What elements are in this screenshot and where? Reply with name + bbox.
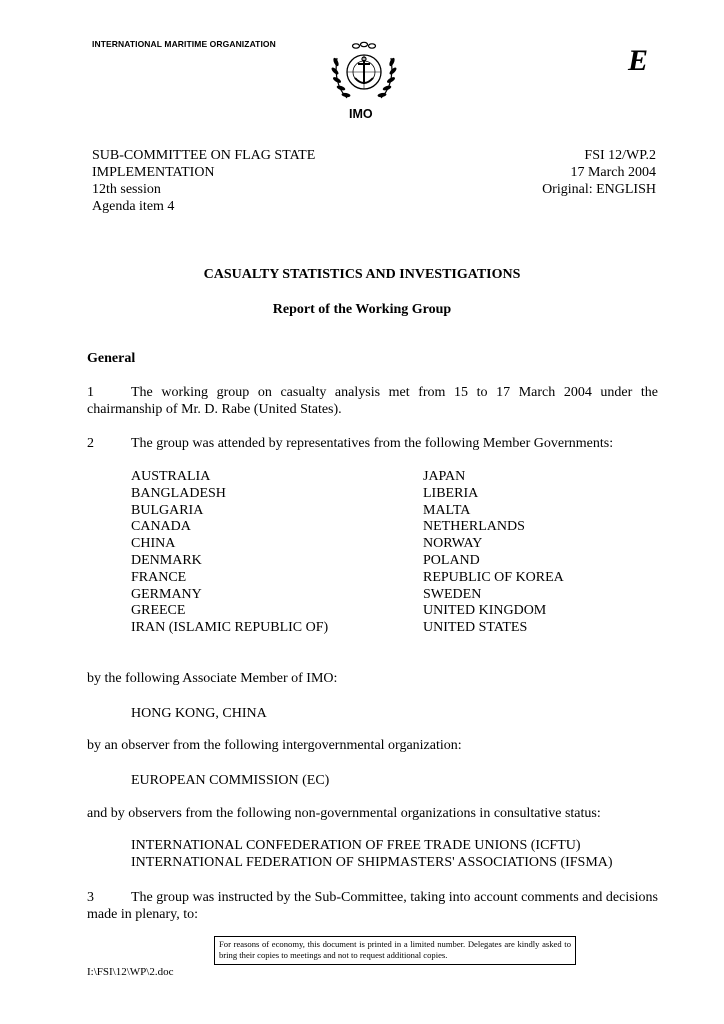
- member-country: CANADA: [131, 519, 191, 535]
- section-heading: General: [87, 351, 136, 366]
- member-country: AUSTRALIA: [131, 469, 211, 484]
- paragraph-1: [87, 384, 658, 418]
- document-subtitle: Report of the Working Group: [272, 302, 452, 317]
- header-left-line: Agenda item 4: [92, 199, 175, 214]
- ngo-name: INTERNATIONAL FEDERATION OF SHIPMASTERS' ASSOCIATIONS (IFSMA): [131, 855, 613, 870]
- associate-intro: by the following Associate Member of IMO:: [87, 671, 338, 686]
- ngo-name: INTERNATIONAL CONFEDERATION OF FREE TRADE UNIONS (ICFTU): [131, 838, 581, 853]
- language-code: E: [628, 44, 649, 77]
- member-country: BULGARIA: [131, 502, 204, 518]
- member-country: DENMARK: [131, 552, 202, 568]
- igo-name: EUROPEAN COMMISSION (EC): [131, 773, 330, 788]
- header-left-line: IMPLEMENTATION: [92, 165, 215, 180]
- member-country: NETHERLANDS: [423, 519, 525, 535]
- member-country: CHINA: [131, 536, 176, 552]
- header-right-line: 17 March 2004: [570, 165, 656, 180]
- logo-text: IMO: [349, 107, 373, 121]
- header-right-line: Original: ENGLISH: [542, 182, 656, 197]
- member-country: BANGLADESH: [131, 485, 226, 501]
- header-right-line: FSI 12/WP.2: [584, 148, 656, 163]
- member-country: IRAN (ISLAMIC REPUBLIC OF): [131, 620, 329, 636]
- member-country: GERMANY: [131, 586, 202, 602]
- member-country: MALTA: [423, 502, 471, 518]
- paragraph-3: [87, 889, 658, 923]
- member-country: FRANCE: [131, 569, 187, 585]
- paragraph-number: 1: [87, 385, 94, 400]
- organization-name: INTERNATIONAL MARITIME ORGANIZATION: [92, 39, 276, 49]
- member-country: JAPAN: [423, 469, 466, 484]
- member-country: NORWAY: [423, 536, 483, 552]
- ngo-intro: and by observers from the following non-governmental organizations in consultative status:: [87, 806, 601, 821]
- paragraph-text: The group was instructed by the Sub-Committee, taking into account comments and decisions made in plenary, to:: [87, 890, 658, 922]
- member-country: UNITED KINGDOM: [423, 603, 547, 619]
- member-list-left: [131, 469, 328, 637]
- ngo-list: [131, 837, 613, 871]
- member-list-right: [423, 469, 564, 637]
- member-country: UNITED STATES: [423, 620, 528, 636]
- document-reference: [542, 147, 656, 198]
- document-title: CASUALTY STATISTICS AND INVESTIGATIONS: [203, 267, 521, 282]
- igo-intro: by an observer from the following intergovernmental organization:: [87, 738, 462, 753]
- associate-member: HONG KONG, CHINA: [131, 706, 267, 721]
- member-country: REPUBLIC OF KOREA: [423, 569, 564, 585]
- file-path: I:\FSI\12\WP\2.doc: [87, 966, 174, 978]
- committee-header: [92, 147, 315, 215]
- economy-notice: For reasons of economy, this document is printed in a limited number. Delegates are kindly asked to bring their copies to meetings and not to request additional copies.: [214, 936, 576, 965]
- imo-emblem-icon: [327, 40, 401, 102]
- paragraph-number: 2: [87, 436, 94, 451]
- paragraph-text: The group was attended by representatives from the following Member Governments:: [131, 436, 614, 451]
- header-left-line: 12th session: [92, 182, 161, 197]
- paragraph-2: [87, 435, 658, 452]
- header-left-line: SUB-COMMITTEE ON FLAG STATE: [92, 148, 316, 163]
- member-country: LIBERIA: [423, 485, 479, 501]
- paragraph-text: The working group on casualty analysis met from 15 to 17 March 2004 under the chairmanship of Mr. D. Rabe (United States).: [87, 385, 658, 417]
- member-country: GREECE: [131, 603, 186, 619]
- paragraph-number: 3: [87, 890, 94, 905]
- member-country: POLAND: [423, 552, 480, 568]
- member-country: SWEDEN: [423, 586, 482, 602]
